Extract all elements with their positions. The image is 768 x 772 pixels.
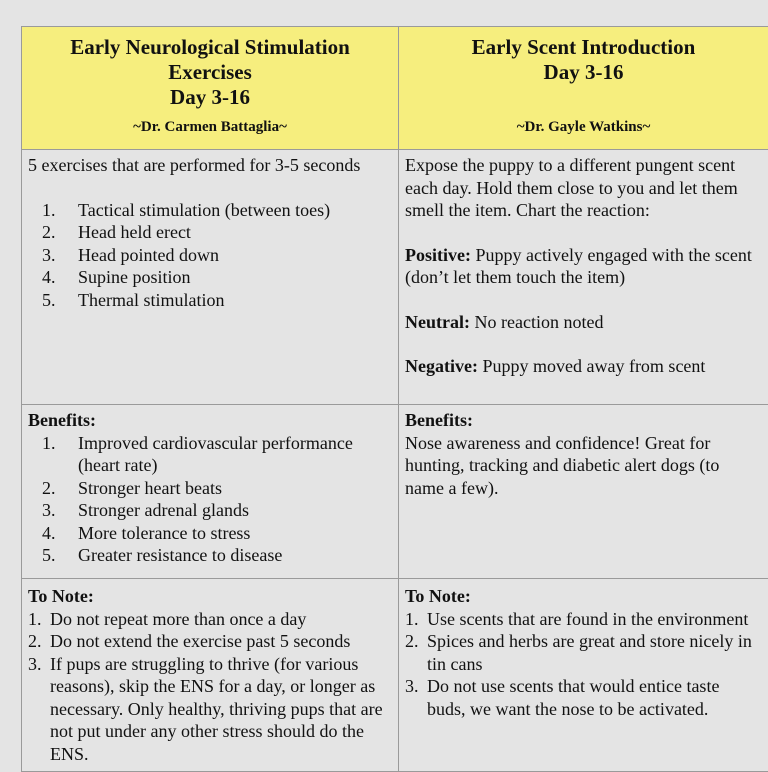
list-item: 2. Do not extend the exercise past 5 seconds [28,630,392,653]
ens-intro: 5 exercises that are performed for 3-5 seconds [28,154,392,177]
esi-notes-cell [399,579,768,772]
header-row [22,27,768,150]
neutral-reaction: Neutral: No reaction noted [405,311,762,334]
list-item: 2. Stronger heart beats [28,477,392,500]
list-item: 3. Do not use scents that would entice taste buds, we want the nose to be activated. [405,675,762,720]
esi-author: ~Dr. Gayle Watkins~ [405,117,762,137]
list-item: 2. Head held erect [28,221,392,244]
ens-description-cell [22,150,399,405]
list-item: 3. Head pointed down [28,244,392,267]
ens-benefits-list [28,432,392,567]
ens-benefits-cell [22,405,399,579]
exercise-list [28,199,392,312]
positive-reaction: Positive: Puppy actively engaged with the scent (don’t let them touch the item) [405,244,762,289]
esi-header-cell [399,27,768,150]
esi-title: Early Scent Introduction Day 3-16 [405,35,762,85]
list-item: 1. Tactical stimulation (between toes) [28,199,392,222]
list-item: 2. Spices and herbs are great and store nicely in tin cans [405,630,762,675]
ens-benefits-label: Benefits: [28,409,392,432]
list-item: 4. Supine position [28,266,392,289]
comparison-table [21,26,768,772]
list-item: 1. Do not repeat more than once a day [28,608,392,631]
esi-benefits-cell [399,405,768,579]
list-item: 3. Stronger adrenal glands [28,499,392,522]
ens-title: Early Neurological Stimulation Exercises Day 3-16 [28,35,392,110]
list-item: 5. Thermal stimulation [28,289,392,312]
negative-reaction: Negative: Puppy moved away from scent [405,355,762,378]
list-item: 4. More tolerance to stress [28,522,392,545]
ens-header-cell [22,27,399,150]
ens-notes-cell [22,579,399,772]
ens-author: ~Dr. Carmen Battaglia~ [28,117,392,137]
esi-notes-list [405,608,762,721]
esi-benefits-label: Benefits: [405,409,762,432]
list-item: 1. Improved cardiovascular performance (heart rate) [28,432,392,477]
esi-note-label: To Note: [405,585,762,608]
benefits-row [22,405,768,579]
esi-intro: Expose the puppy to a different pungent scent each day. Hold them close to you and let them smell the item. Chart the reaction: [405,154,762,222]
ens-note-label: To Note: [28,585,392,608]
notes-row [22,579,768,772]
ens-notes-list [28,608,392,766]
list-item: 5. Greater resistance to disease [28,544,392,567]
list-item: 1. Use scents that are found in the environment [405,608,762,631]
esi-description-cell [399,150,768,405]
esi-benefits-text: Nose awareness and confidence! Great for hunting, tracking and diabetic alert dogs (to name a few). [405,432,762,500]
list-item: 3. If pups are struggling to thrive (for various reasons), skip the ENS for a day, or longer as necessary. Only healthy, thriving pups that are not put under any other stress should do the ENS. [28,653,392,766]
description-row [22,150,768,405]
